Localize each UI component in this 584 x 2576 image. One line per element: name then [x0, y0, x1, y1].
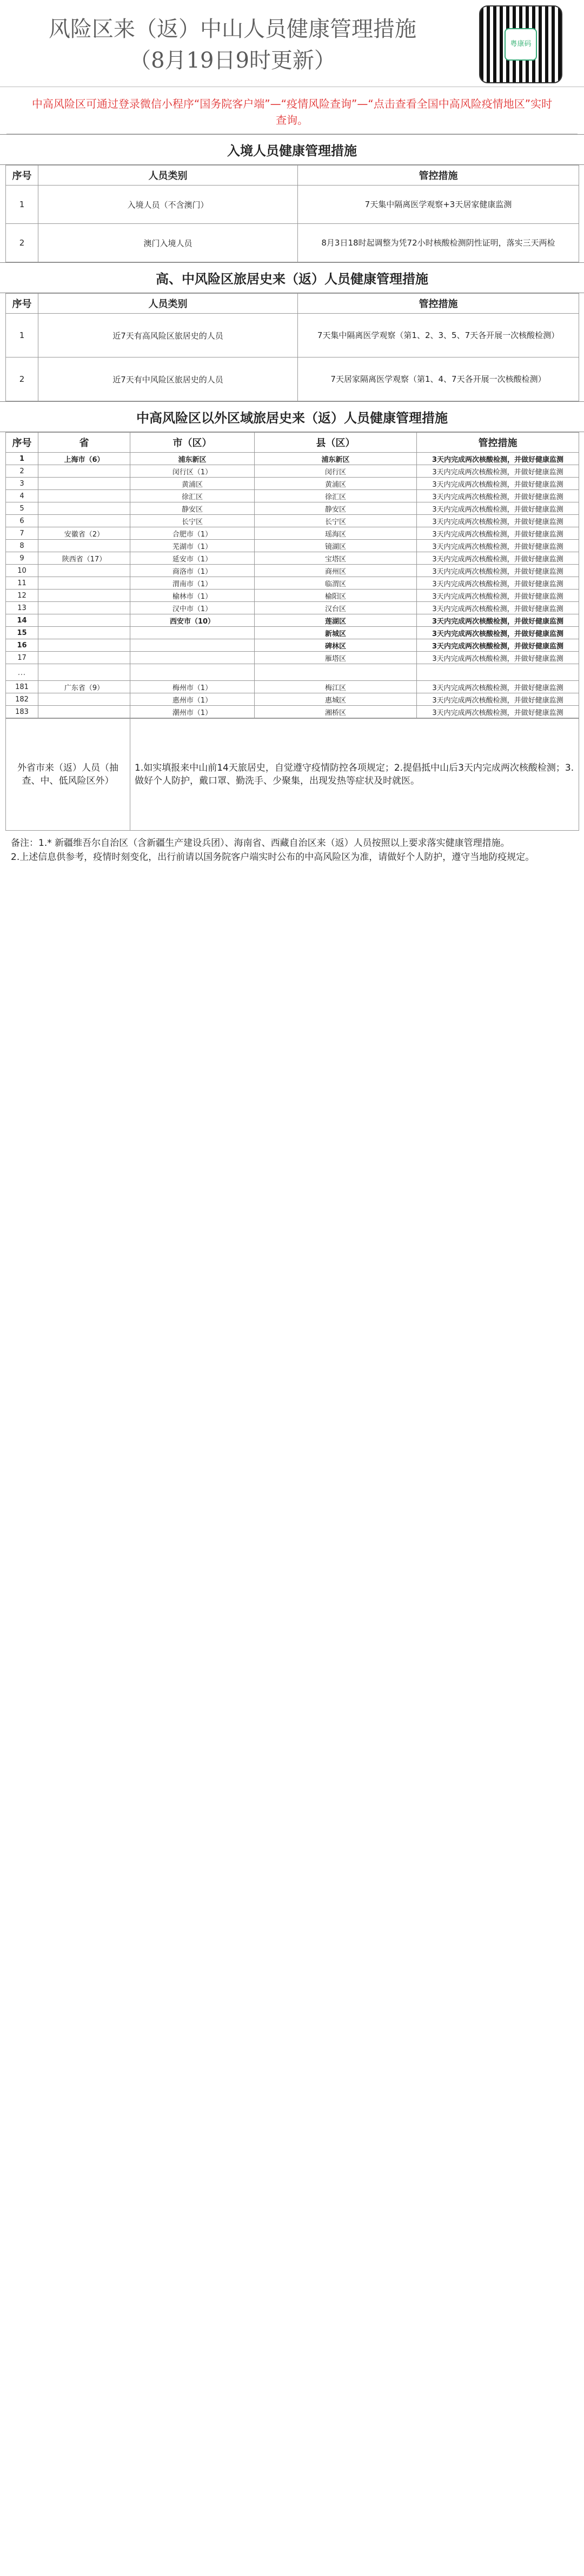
row-county: 湘桥区: [255, 706, 417, 718]
row-city: 长宁区: [130, 515, 255, 527]
row-county: 瑶海区: [255, 527, 417, 540]
table-row: [6, 314, 579, 357]
row-measure: 3天内完成两次核酸检测，并做好健康监测: [417, 639, 579, 652]
row-county: 莲湖区: [255, 614, 417, 627]
row-city: 合肥市（1）: [130, 527, 255, 540]
row-measure: 8月3日18时起调整为凭72小时核酸检测阴性证明，落实三天两检: [298, 224, 579, 262]
row-city: 渭南市（1）: [130, 577, 255, 590]
row-province: [38, 652, 130, 664]
row-city: 闵行区（1）: [130, 465, 255, 478]
row-city: 浦东新区: [130, 453, 255, 465]
row-measure: 3天内完成两次核酸检测，并做好健康监测: [417, 627, 579, 639]
table-row: [6, 639, 579, 652]
row-city: [130, 664, 255, 681]
footer-label: 外省市来（返）人员（抽查、中、低风险区外）: [6, 719, 130, 831]
row-province: [38, 639, 130, 652]
row-city: 潮州市（1）: [130, 706, 255, 718]
row-province: [38, 693, 130, 706]
row-city: 梅州市（1）: [130, 681, 255, 693]
col-no: 序号: [6, 165, 38, 186]
abridged-row: [6, 664, 579, 681]
row-no: 183: [6, 706, 38, 718]
col-county: 县（区）: [255, 433, 417, 453]
table-row: [6, 186, 579, 224]
row-county: 碑林区: [255, 639, 417, 652]
row-measure: 3天内完成两次核酸检测，并做好健康监测: [417, 614, 579, 627]
row-county: 惠城区: [255, 693, 417, 706]
row-measure: 3天内完成两次核酸检测，并做好健康监测: [417, 577, 579, 590]
row-county: [255, 664, 417, 681]
row-category: 近7天有中风险区旅居史的人员: [38, 357, 298, 401]
row-no: 5: [6, 502, 38, 515]
row-measure: 3天内完成两次核酸检测，并做好健康监测: [417, 652, 579, 664]
row-measure: 7天集中隔离医学观察（第1、2、3、5、7天各开展一次核酸检测）: [298, 314, 579, 357]
row-county: 徐汇区: [255, 490, 417, 502]
col-measure: 管控措施: [298, 165, 579, 186]
row-province: [38, 577, 130, 590]
row-category: 近7天有高风险区旅居史的人员: [38, 314, 298, 357]
row-province: [38, 602, 130, 614]
row-city: [130, 627, 255, 639]
row-measure: 3天内完成两次核酸检测，并做好健康监测: [417, 552, 579, 565]
note-2: 2.上述信息供参考，疫情时刻变化，出行前请以国务院客户端实时公布的中高风险区为准，请做好个人防护，遵守当地防疫规定。: [11, 852, 535, 863]
row-no: 1: [6, 186, 38, 224]
row-no: 6: [6, 515, 38, 527]
page-title: 风险区来（返）中山人员健康管理措施: [49, 17, 416, 42]
row-category: 入境人员（不含澳门）: [38, 186, 298, 224]
row-no: 11: [6, 577, 38, 590]
row-city: 延安市（1）: [130, 552, 255, 565]
row-county: 长宁区: [255, 515, 417, 527]
table-row: [6, 681, 579, 693]
row-province: [38, 627, 130, 639]
row-no: 2: [6, 357, 38, 401]
row-measure: 3天内完成两次核酸检测，并做好健康监测: [417, 527, 579, 540]
col-city: 市（区）: [130, 433, 255, 453]
note-1: 备注：1.* 新疆维吾尔自治区（含新疆生产建设兵团）、海南省、西藏自治区来（返）人员按照以上要求落实健康管理措施。: [11, 838, 510, 849]
page-header: [0, 0, 584, 87]
row-county: 镜湖区: [255, 540, 417, 552]
row-province: [38, 490, 130, 502]
row-city: 商洛市（1）: [130, 565, 255, 577]
row-province: [38, 614, 130, 627]
row-no: 7: [6, 527, 38, 540]
row-city: 西安市（10）: [130, 614, 255, 627]
table-row: [6, 453, 579, 465]
row-no: 8: [6, 540, 38, 552]
row-county: 浦东新区: [255, 453, 417, 465]
row-county: 闵行区: [255, 465, 417, 478]
col-no: 序号: [6, 294, 38, 314]
row-county: 静安区: [255, 502, 417, 515]
row-measure: 7天居家隔离医学观察（第1、4、7天各开展一次核酸检测）: [298, 357, 579, 401]
row-no: 9: [6, 552, 38, 565]
row-no: 10: [6, 565, 38, 577]
row-no: 16: [6, 639, 38, 652]
row-province: [38, 565, 130, 577]
row-measure: [417, 664, 579, 681]
row-no: 17: [6, 652, 38, 664]
row-no: 1: [6, 314, 38, 357]
row-city: 榆林市（1）: [130, 590, 255, 602]
table-row: [6, 552, 579, 565]
row-city: 黄浦区: [130, 478, 255, 490]
table-row: [6, 565, 579, 577]
row-city: 徐汇区: [130, 490, 255, 502]
row-city: 芜湖市（1）: [130, 540, 255, 552]
row-province: [38, 502, 130, 515]
table-row: [6, 224, 579, 262]
row-no: …: [6, 664, 38, 681]
qr-code-icon[interactable]: [479, 5, 562, 83]
notice-text: 中高风险区可通过登录微信小程序“国务院客户端”—“疫情风险查询”—“点击查看全国中高风险疫情地区”实时查询。: [6, 90, 578, 134]
row-no: 1: [6, 453, 38, 465]
row-city: 静安区: [130, 502, 255, 515]
qr-logo: 粤康码: [505, 28, 537, 61]
row-measure: 3天内完成两次核酸检测，并做好健康监测: [417, 590, 579, 602]
row-province: [38, 590, 130, 602]
row-measure: 3天内完成两次核酸检测，并做好健康监测: [417, 706, 579, 718]
row-city: [130, 652, 255, 664]
table-row: [6, 465, 579, 478]
row-measure: 3天内完成两次核酸检测，并做好健康监测: [417, 540, 579, 552]
row-province: 上海市（6）: [38, 453, 130, 465]
table-row: [6, 357, 579, 401]
section1-table: [5, 165, 579, 262]
col-measure: 管控措施: [298, 294, 579, 314]
row-city: 惠州市（1）: [130, 693, 255, 706]
col-category: 人员类别: [38, 165, 298, 186]
table-row: [6, 478, 579, 490]
row-measure: 3天内完成两次核酸检测，并做好健康监测: [417, 453, 579, 465]
table-row: [6, 527, 579, 540]
row-province: [38, 478, 130, 490]
row-no: 2: [6, 465, 38, 478]
row-province: 广东省（9）: [38, 681, 130, 693]
row-measure: 3天内完成两次核酸检测，并做好健康监测: [417, 502, 579, 515]
row-county: 榆阳区: [255, 590, 417, 602]
row-measure: 3天内完成两次核酸检测，并做好健康监测: [417, 565, 579, 577]
row-no: 13: [6, 602, 38, 614]
row-county: 梅江区: [255, 681, 417, 693]
table-row: [6, 706, 579, 718]
table-row: [6, 719, 579, 831]
row-province: [38, 465, 130, 478]
row-no: 182: [6, 693, 38, 706]
section2-title: 高、中风险区旅居史来（返）人员健康管理措施: [0, 262, 584, 293]
footer-text: 1.如实填报来中山前14天旅居史，自觉遵守疫情防控各项规定；2.提倡抵中山后3天内完成两次核酸检测；3.做好个人防护，戴口罩、勤洗手、少聚集，出现发热等症状及时就医。: [130, 719, 579, 831]
row-measure: 3天内完成两次核酸检测，并做好健康监测: [417, 478, 579, 490]
table-row: [6, 540, 579, 552]
section3-title: 中高风险区以外区域旅居史来（返）人员健康管理措施: [0, 401, 584, 432]
table-row: [6, 614, 579, 627]
table-row: [6, 693, 579, 706]
row-county: 雁塔区: [255, 652, 417, 664]
row-no: 4: [6, 490, 38, 502]
row-no: 12: [6, 590, 38, 602]
notes: [11, 836, 573, 864]
row-city: 汉中市（1）: [130, 602, 255, 614]
row-no: 2: [6, 224, 38, 262]
col-category: 人员类别: [38, 294, 298, 314]
section3-body: [6, 453, 579, 718]
row-category: 澳门入境人员: [38, 224, 298, 262]
table-row: [6, 602, 579, 614]
table-row: [6, 515, 579, 527]
row-province: [38, 706, 130, 718]
section1-title: 入境人员健康管理措施: [0, 134, 584, 165]
row-province: [38, 515, 130, 527]
row-county: 汉台区: [255, 602, 417, 614]
row-province: [38, 540, 130, 552]
row-measure: 3天内完成两次核酸检测，并做好健康监测: [417, 515, 579, 527]
row-province: 陕西省（17）: [38, 552, 130, 565]
row-city: [130, 639, 255, 652]
table-row: [6, 577, 579, 590]
section2-table: [5, 293, 579, 401]
table-row: [6, 627, 579, 639]
row-no: 3: [6, 478, 38, 490]
footer-table: [5, 718, 579, 831]
row-measure: 3天内完成两次核酸检测，并做好健康监测: [417, 490, 579, 502]
update-time: （8月19日9时更新）: [129, 48, 336, 73]
row-province: 安徽省（2）: [38, 527, 130, 540]
col-province: 省: [38, 433, 130, 453]
section3-table: [5, 432, 579, 718]
row-county: 宝塔区: [255, 552, 417, 565]
row-measure: 3天内完成两次核酸检测，并做好健康监测: [417, 465, 579, 478]
row-measure: 7天集中隔离医学观察+3天居家健康监测: [298, 186, 579, 224]
row-province: [38, 664, 130, 681]
row-measure: 3天内完成两次核酸检测，并做好健康监测: [417, 681, 579, 693]
row-county: 新城区: [255, 627, 417, 639]
row-county: 临渭区: [255, 577, 417, 590]
table-row: [6, 502, 579, 515]
row-county: 黄浦区: [255, 478, 417, 490]
col-no: 序号: [6, 433, 38, 453]
row-measure: 3天内完成两次核酸检测，并做好健康监测: [417, 693, 579, 706]
row-no: 181: [6, 681, 38, 693]
table-row: [6, 590, 579, 602]
row-county: 商州区: [255, 565, 417, 577]
table-row: [6, 490, 579, 502]
table-row: [6, 652, 579, 664]
row-no: 15: [6, 627, 38, 639]
row-no: 14: [6, 614, 38, 627]
row-measure: 3天内完成两次核酸检测，并做好健康监测: [417, 602, 579, 614]
col-measure: 管控措施: [417, 433, 579, 453]
